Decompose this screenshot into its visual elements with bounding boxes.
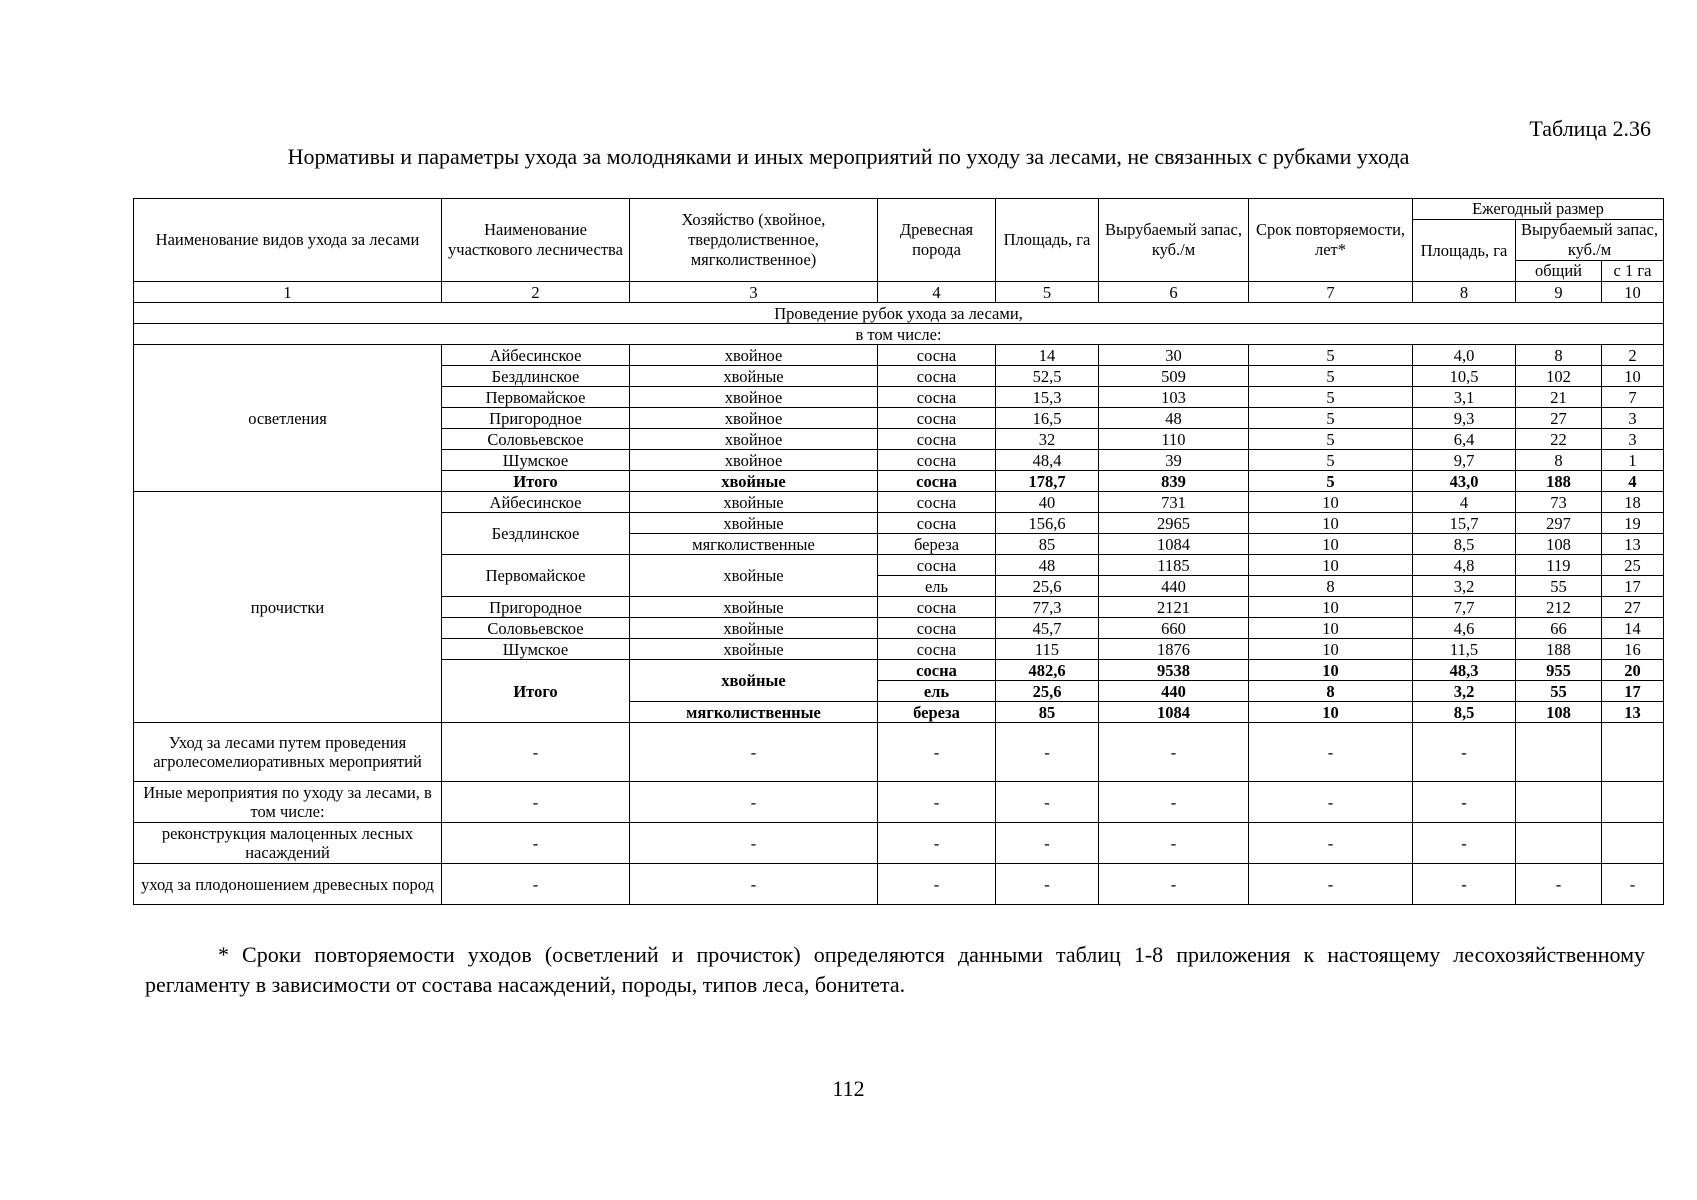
cell: 5 xyxy=(1249,345,1413,366)
cell: хвойное xyxy=(630,429,878,450)
cell: - xyxy=(1249,823,1413,864)
cell: - xyxy=(1249,782,1413,823)
col-num: 5 xyxy=(996,282,1099,303)
cell: 32 xyxy=(996,429,1099,450)
cell: сосна xyxy=(878,366,996,387)
cell: - xyxy=(1413,723,1516,782)
col-num: 7 xyxy=(1249,282,1413,303)
cell: 13 xyxy=(1602,702,1664,723)
cell: Бездлинское xyxy=(442,513,630,555)
cell: 1876 xyxy=(1099,639,1249,660)
cell: сосна xyxy=(878,513,996,534)
page-number: 112 xyxy=(832,1076,865,1101)
cell: 4,6 xyxy=(1413,618,1516,639)
cell: сосна xyxy=(878,408,996,429)
row-label: Уход за лесами путем проведения агролесомелиоративных мероприятий xyxy=(134,723,442,782)
cell: 3,1 xyxy=(1413,387,1516,408)
cell: - xyxy=(1099,864,1249,905)
section-row-2 xyxy=(134,324,1664,345)
cell: 52,5 xyxy=(996,366,1099,387)
cell: - xyxy=(1099,723,1249,782)
cell: 8,5 xyxy=(1413,702,1516,723)
cell: Соловьевское xyxy=(442,618,630,639)
cell: 8 xyxy=(1249,576,1413,597)
cell: 45,7 xyxy=(996,618,1099,639)
cell xyxy=(1602,723,1664,782)
cell: хвойные xyxy=(630,513,878,534)
cell: 48 xyxy=(1099,408,1249,429)
cell: 660 xyxy=(1099,618,1249,639)
total-label: Итого xyxy=(442,660,630,723)
cell: 14 xyxy=(996,345,1099,366)
row-label: уход за плодоношением древесных пород xyxy=(134,864,442,905)
cell: хвойные xyxy=(630,597,878,618)
cell: 212 xyxy=(1516,597,1602,618)
cell: 39 xyxy=(1099,450,1249,471)
cell: - xyxy=(442,723,630,782)
header-annual: Ежегодный размер xyxy=(1413,199,1664,220)
cell: сосна xyxy=(878,618,996,639)
cell: - xyxy=(442,823,630,864)
cell: 731 xyxy=(1099,492,1249,513)
cell: 3 xyxy=(1602,429,1664,450)
cell: - xyxy=(1516,864,1602,905)
cell: хвойные xyxy=(630,471,878,492)
cell: Первомайское xyxy=(442,387,630,408)
cell: - xyxy=(442,864,630,905)
cell: - xyxy=(630,823,878,864)
cell: 15,3 xyxy=(996,387,1099,408)
header-annual-area: Площадь, га xyxy=(1413,220,1516,282)
cell: сосна xyxy=(878,345,996,366)
cell: 6,4 xyxy=(1413,429,1516,450)
col-num: 1 xyxy=(134,282,442,303)
cell: 9538 xyxy=(1099,660,1249,681)
cell: 1084 xyxy=(1099,702,1249,723)
cell: 5 xyxy=(1249,387,1413,408)
cell: - xyxy=(996,782,1099,823)
cell: 9,7 xyxy=(1413,450,1516,471)
cell: - xyxy=(878,823,996,864)
header-forestry: Наименование участкового лесничества xyxy=(442,199,630,282)
table-row xyxy=(134,864,1664,905)
cell: хвойные xyxy=(630,639,878,660)
cell: 482,6 xyxy=(996,660,1099,681)
cell: - xyxy=(630,864,878,905)
cell: - xyxy=(996,723,1099,782)
col-num: 4 xyxy=(878,282,996,303)
cell: хвойные xyxy=(630,618,878,639)
total-label: Итого xyxy=(442,471,630,492)
cell: ель xyxy=(878,576,996,597)
cell: 17 xyxy=(1602,681,1664,702)
cell: 2 xyxy=(1602,345,1664,366)
cell: береза xyxy=(878,702,996,723)
cell: - xyxy=(442,782,630,823)
cell: 10 xyxy=(1249,555,1413,576)
cell: 21 xyxy=(1516,387,1602,408)
cell: 10 xyxy=(1249,597,1413,618)
cell: 9,3 xyxy=(1413,408,1516,429)
cell: 1185 xyxy=(1099,555,1249,576)
cell: - xyxy=(1413,864,1516,905)
table-row xyxy=(134,345,1664,366)
cell: 11,5 xyxy=(1413,639,1516,660)
cell: 3 xyxy=(1602,408,1664,429)
cell: 48 xyxy=(996,555,1099,576)
cell: 16,5 xyxy=(996,408,1099,429)
cell: 4,8 xyxy=(1413,555,1516,576)
section-heading: Проведение рубок ухода за лесами, xyxy=(134,303,1664,324)
table-row xyxy=(134,492,1664,513)
cell: - xyxy=(1413,782,1516,823)
header-row-1 xyxy=(134,199,1664,220)
cell: 22 xyxy=(1516,429,1602,450)
cell: 85 xyxy=(996,702,1099,723)
cell: 14 xyxy=(1602,618,1664,639)
cell: хвойное xyxy=(630,345,878,366)
cell: сосна xyxy=(878,555,996,576)
cell: 85 xyxy=(996,534,1099,555)
cell: 1 xyxy=(1602,450,1664,471)
cell: 10 xyxy=(1249,702,1413,723)
cell: 4 xyxy=(1602,471,1664,492)
cell: 3,2 xyxy=(1413,681,1516,702)
cell: ель xyxy=(878,681,996,702)
table-title: Нормативы и параметры ухода за молодняками и иных мероприятий по уходу за лесами, не связанных с рубками ухода xyxy=(287,144,1410,169)
cell: 40 xyxy=(996,492,1099,513)
cell: 3,2 xyxy=(1413,576,1516,597)
cell: хвойные xyxy=(630,492,878,513)
cell: 5 xyxy=(1249,366,1413,387)
cell: 7,7 xyxy=(1413,597,1516,618)
table-row xyxy=(134,782,1664,823)
header-per-ha: с 1 га xyxy=(1602,261,1664,282)
cell: 4 xyxy=(1413,492,1516,513)
col-num: 6 xyxy=(1099,282,1249,303)
cell: 25,6 xyxy=(996,576,1099,597)
column-number-row xyxy=(134,282,1664,303)
cell: 108 xyxy=(1516,702,1602,723)
cell: - xyxy=(878,782,996,823)
cell: Бездлинское xyxy=(442,366,630,387)
header-farm: Хозяйство (хвойное, твердолиственное, мягколиственное) xyxy=(630,199,878,282)
cell: сосна xyxy=(878,492,996,513)
cell: 103 xyxy=(1099,387,1249,408)
cell: - xyxy=(1602,864,1664,905)
col-num: 8 xyxy=(1413,282,1516,303)
cell: 48,4 xyxy=(996,450,1099,471)
cell: 10 xyxy=(1249,513,1413,534)
cell: хвойное xyxy=(630,450,878,471)
cell: 188 xyxy=(1516,639,1602,660)
cell: хвойные xyxy=(630,366,878,387)
cell: 115 xyxy=(996,639,1099,660)
cell: Пригородное xyxy=(442,597,630,618)
cell: 10,5 xyxy=(1413,366,1516,387)
cell: хвойное xyxy=(630,408,878,429)
cell: 955 xyxy=(1516,660,1602,681)
cell: 2121 xyxy=(1099,597,1249,618)
col-num: 9 xyxy=(1516,282,1602,303)
cell: сосна xyxy=(878,471,996,492)
cell: Айбесинское xyxy=(442,345,630,366)
cell: 5 xyxy=(1249,408,1413,429)
table-row xyxy=(134,723,1664,782)
col-num: 2 xyxy=(442,282,630,303)
cell: - xyxy=(996,864,1099,905)
cell xyxy=(1516,782,1602,823)
cell: 30 xyxy=(1099,345,1249,366)
cell xyxy=(1602,823,1664,864)
cell: 10 xyxy=(1249,534,1413,555)
header-volume: Вырубаемый запас, куб./м xyxy=(1099,199,1249,282)
footnote: * Сроки повторяемости уходов (осветлений и прочисток) определяются данными таблиц 1-8 приложения к настоящему лесохозяйственному регламенту в зависимости от состава насаждений, породы, типов леса, бонитета. xyxy=(145,942,1645,997)
cell: Соловьевское xyxy=(442,429,630,450)
cell: 48,3 xyxy=(1413,660,1516,681)
cell: сосна xyxy=(878,450,996,471)
care-type-osvetlenie: осветления xyxy=(134,345,442,492)
cell: 839 xyxy=(1099,471,1249,492)
cell: - xyxy=(630,782,878,823)
col-num: 10 xyxy=(1602,282,1664,303)
section-subheading: в том числе: xyxy=(134,324,1664,345)
cell: 43,0 xyxy=(1413,471,1516,492)
cell: 509 xyxy=(1099,366,1249,387)
cell: 8 xyxy=(1516,345,1602,366)
cell: 5 xyxy=(1249,429,1413,450)
cell: сосна xyxy=(878,429,996,450)
cell: Айбесинское xyxy=(442,492,630,513)
header-total: общий xyxy=(1516,261,1602,282)
cell: хвойные xyxy=(630,660,878,702)
cell: 8 xyxy=(1516,450,1602,471)
cell: - xyxy=(1099,823,1249,864)
cell: 18 xyxy=(1602,492,1664,513)
cell: Шумское xyxy=(442,639,630,660)
cell: 297 xyxy=(1516,513,1602,534)
cell: Первомайское xyxy=(442,555,630,597)
header-period: Срок повторяемости, лет* xyxy=(1249,199,1413,282)
forest-care-table xyxy=(133,198,1664,905)
cell: 55 xyxy=(1516,681,1602,702)
cell: сосна xyxy=(878,660,996,681)
cell: сосна xyxy=(878,639,996,660)
cell: мягколиственные xyxy=(630,702,878,723)
cell: 66 xyxy=(1516,618,1602,639)
header-area: Площадь, га xyxy=(996,199,1099,282)
cell: мягколиственные xyxy=(630,534,878,555)
table-caption: Таблица 2.36 xyxy=(1529,116,1651,141)
cell: 8 xyxy=(1249,681,1413,702)
cell: 27 xyxy=(1516,408,1602,429)
cell: 440 xyxy=(1099,681,1249,702)
cell: 110 xyxy=(1099,429,1249,450)
cell: 10 xyxy=(1249,492,1413,513)
cell: - xyxy=(630,723,878,782)
cell: 13 xyxy=(1602,534,1664,555)
cell: сосна xyxy=(878,597,996,618)
cell xyxy=(1516,823,1602,864)
cell: - xyxy=(996,823,1099,864)
cell: 5 xyxy=(1249,471,1413,492)
cell: 19 xyxy=(1602,513,1664,534)
cell: 10 xyxy=(1249,639,1413,660)
cell: 16 xyxy=(1602,639,1664,660)
section-row-1 xyxy=(134,303,1664,324)
row-label: Иные мероприятия по уходу за лесами, в том числе: xyxy=(134,782,442,823)
cell: сосна xyxy=(878,387,996,408)
cell: 5 xyxy=(1249,450,1413,471)
cell: хвойные xyxy=(630,555,878,597)
cell: 20 xyxy=(1602,660,1664,681)
cell: 2965 xyxy=(1099,513,1249,534)
cell: 10 xyxy=(1249,660,1413,681)
header-care-type: Наименование видов ухода за лесами xyxy=(134,199,442,282)
cell: 178,7 xyxy=(996,471,1099,492)
row-label: реконструкция малоценных лесных насаждений xyxy=(134,823,442,864)
cell: 156,6 xyxy=(996,513,1099,534)
cell: 10 xyxy=(1249,618,1413,639)
cell: 102 xyxy=(1516,366,1602,387)
header-species: Древесная порода xyxy=(878,199,996,282)
care-type-prochistka: прочистки xyxy=(134,492,442,723)
cell: 25,6 xyxy=(996,681,1099,702)
cell: 15,7 xyxy=(1413,513,1516,534)
cell: - xyxy=(878,864,996,905)
cell: - xyxy=(878,723,996,782)
cell: 119 xyxy=(1516,555,1602,576)
cell: 108 xyxy=(1516,534,1602,555)
cell xyxy=(1516,723,1602,782)
cell: 27 xyxy=(1602,597,1664,618)
cell: Пригородное xyxy=(442,408,630,429)
cell: 8,5 xyxy=(1413,534,1516,555)
cell: 4,0 xyxy=(1413,345,1516,366)
cell: 73 xyxy=(1516,492,1602,513)
cell: - xyxy=(1099,782,1249,823)
col-num: 3 xyxy=(630,282,878,303)
cell: 440 xyxy=(1099,576,1249,597)
cell: - xyxy=(1249,864,1413,905)
cell: 77,3 xyxy=(996,597,1099,618)
header-annual-volume: Вырубаемый запас, куб./м xyxy=(1516,220,1664,261)
cell xyxy=(1602,782,1664,823)
cell: 25 xyxy=(1602,555,1664,576)
cell: 1084 xyxy=(1099,534,1249,555)
cell: 7 xyxy=(1602,387,1664,408)
cell: Шумское xyxy=(442,450,630,471)
cell: 188 xyxy=(1516,471,1602,492)
cell: 55 xyxy=(1516,576,1602,597)
cell: - xyxy=(1413,823,1516,864)
table-row xyxy=(134,823,1664,864)
cell: 10 xyxy=(1602,366,1664,387)
cell: 17 xyxy=(1602,576,1664,597)
cell: хвойное xyxy=(630,387,878,408)
cell: - xyxy=(1249,723,1413,782)
cell: береза xyxy=(878,534,996,555)
